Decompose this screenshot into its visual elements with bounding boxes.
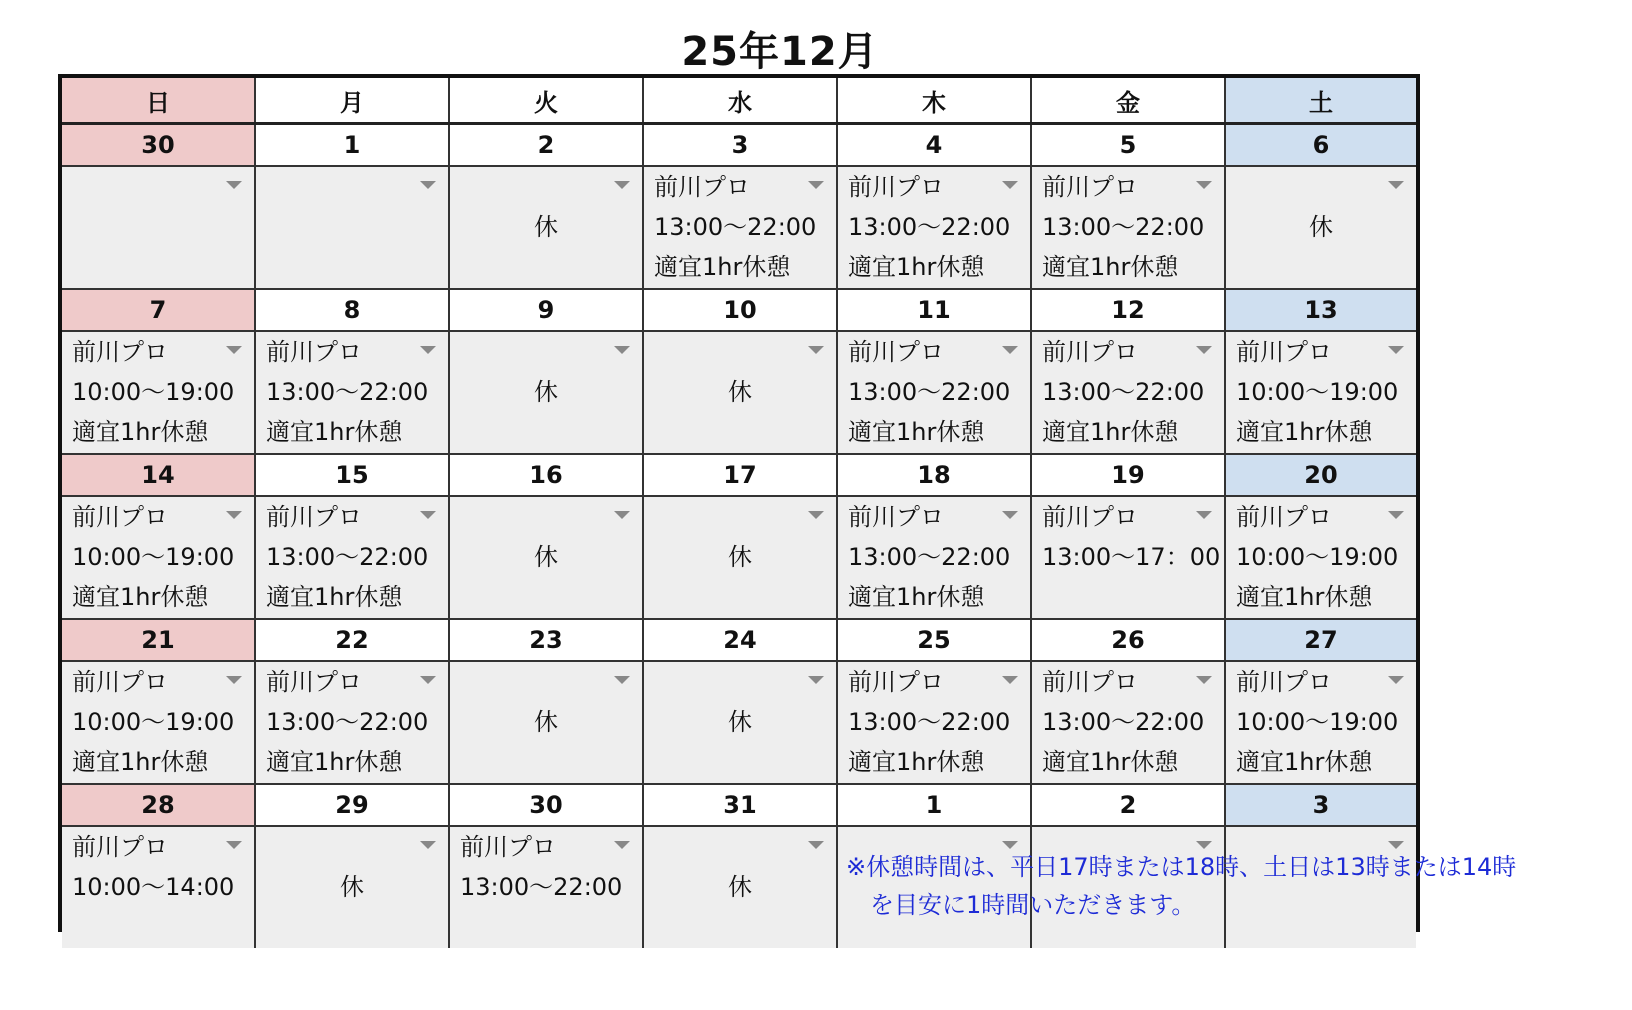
schedule-cell[interactable]: [1032, 497, 1226, 618]
instructor-name: 前川プロ: [848, 668, 944, 696]
day-off-label: 休: [534, 543, 558, 571]
day-off-label: 休: [1309, 213, 1333, 241]
break-info: 適宜1hr休憩: [848, 583, 985, 611]
schedule-cell[interactable]: [838, 167, 1032, 288]
date-cell: 15: [256, 455, 450, 495]
chevron-down-icon[interactable]: [1388, 346, 1404, 354]
time-range: 13:00〜17：00: [1042, 543, 1221, 571]
time-range: 13:00〜22:00: [1042, 708, 1205, 736]
instructor-name: 前川プロ: [1236, 503, 1332, 531]
break-info: 適宜1hr休憩: [266, 748, 403, 776]
date-cell: 23: [450, 620, 644, 660]
weekday-header: 木: [838, 78, 1032, 122]
time-range: 10:00〜19:00: [72, 708, 235, 736]
date-cell: 18: [838, 455, 1032, 495]
schedule-entry: [72, 497, 234, 617]
chevron-down-icon[interactable]: [808, 346, 824, 354]
date-cell: 27: [1226, 620, 1416, 660]
schedule-cell[interactable]: [62, 332, 256, 453]
chevron-down-icon[interactable]: [420, 511, 436, 519]
instructor-name: 前川プロ: [654, 173, 750, 201]
time-range: 10:00〜19:00: [1236, 378, 1399, 406]
instructor-name: 前川プロ: [1042, 173, 1138, 201]
time-range: 10:00〜19:00: [1236, 708, 1399, 736]
date-cell: 6: [1226, 125, 1416, 165]
chevron-down-icon[interactable]: [1388, 676, 1404, 684]
weekday-header: 金: [1032, 78, 1226, 122]
date-cell: 24: [644, 620, 838, 660]
schedule-cell[interactable]: [450, 497, 644, 618]
chevron-down-icon[interactable]: [420, 346, 436, 354]
chevron-down-icon[interactable]: [1196, 181, 1212, 189]
date-cell: 11: [838, 290, 1032, 330]
chevron-down-icon[interactable]: [420, 676, 436, 684]
schedule-cell[interactable]: [644, 167, 838, 288]
date-cell: 2: [450, 125, 644, 165]
date-cell: 20: [1226, 455, 1416, 495]
time-range: 10:00〜19:00: [72, 378, 235, 406]
date-row: [62, 620, 1416, 662]
schedule-entry: [848, 662, 1010, 782]
chevron-down-icon[interactable]: [226, 511, 242, 519]
date-cell: 31: [644, 785, 838, 825]
date-cell: 25: [838, 620, 1032, 660]
schedule-cell[interactable]: [1032, 662, 1226, 783]
date-cell: 4: [838, 125, 1032, 165]
date-cell: 13: [1226, 290, 1416, 330]
time-range: 10:00〜19:00: [1236, 543, 1399, 571]
weekday-header: 日: [62, 78, 256, 122]
day-off-label: 休: [534, 213, 558, 241]
time-range: 13:00〜22:00: [848, 213, 1011, 241]
schedule-cell[interactable]: [644, 332, 838, 453]
day-off-label: 休: [534, 378, 558, 406]
chevron-down-icon[interactable]: [808, 841, 824, 849]
chevron-down-icon[interactable]: [1002, 511, 1018, 519]
chevron-down-icon[interactable]: [226, 841, 242, 849]
schedule-entry: [266, 332, 428, 452]
schedule-entry: [72, 827, 234, 907]
date-cell: 5: [1032, 125, 1226, 165]
break-info: 適宜1hr休憩: [1236, 583, 1373, 611]
schedule-cell[interactable]: [1226, 332, 1416, 453]
instructor-name: 前川プロ: [1236, 668, 1332, 696]
break-info: 適宜1hr休憩: [1236, 748, 1373, 776]
schedule-cell[interactable]: [838, 662, 1032, 783]
schedule-entry: [266, 662, 428, 782]
date-cell: 16: [450, 455, 644, 495]
instructor-name: 前川プロ: [1042, 338, 1138, 366]
schedule-entry: [1042, 332, 1204, 452]
date-row: [62, 455, 1416, 497]
date-cell: 21: [62, 620, 256, 660]
schedule-entry: [1042, 497, 1220, 577]
chevron-down-icon[interactable]: [614, 841, 630, 849]
day-off-label: 休: [534, 708, 558, 736]
chevron-down-icon[interactable]: [226, 346, 242, 354]
weekday-header-row: [62, 78, 1416, 125]
time-range: 10:00〜19:00: [72, 543, 235, 571]
instructor-name: 前川プロ: [72, 833, 168, 861]
date-cell: 3: [1226, 785, 1416, 825]
date-cell: 14: [62, 455, 256, 495]
date-cell: 30: [450, 785, 644, 825]
weekday-header: 火: [450, 78, 644, 122]
time-range: 10:00〜14:00: [72, 873, 235, 901]
instructor-name: 前川プロ: [72, 503, 168, 531]
instructor-name: 前川プロ: [848, 503, 944, 531]
schedule-entry: [460, 827, 622, 907]
date-cell: 3: [644, 125, 838, 165]
schedule-entry: [848, 167, 1010, 287]
day-off-label: 休: [728, 543, 752, 571]
note-line-2: を目安に1時間いただきます。: [870, 891, 1196, 919]
date-cell: 1: [256, 125, 450, 165]
chevron-down-icon[interactable]: [614, 676, 630, 684]
schedule-cell[interactable]: [450, 662, 644, 783]
instructor-name: 前川プロ: [72, 338, 168, 366]
schedule-entry: [1236, 332, 1398, 452]
day-off-label: 休: [728, 708, 752, 736]
schedule-cell[interactable]: [62, 662, 256, 783]
schedule-cell[interactable]: [62, 167, 256, 288]
schedule-entry: [1236, 497, 1398, 617]
schedule-cell[interactable]: [256, 662, 450, 783]
date-cell: 26: [1032, 620, 1226, 660]
schedule-cell[interactable]: [838, 497, 1032, 618]
date-cell: 19: [1032, 455, 1226, 495]
chevron-down-icon[interactable]: [226, 181, 242, 189]
instructor-name: 前川プロ: [460, 833, 556, 861]
date-cell: 17: [644, 455, 838, 495]
weekday-header: 月: [256, 78, 450, 122]
chevron-down-icon[interactable]: [1196, 676, 1212, 684]
schedule-cell[interactable]: [644, 497, 838, 618]
schedule-cell[interactable]: [62, 827, 256, 948]
chevron-down-icon[interactable]: [614, 511, 630, 519]
break-info: 適宜1hr休憩: [1042, 748, 1179, 776]
date-cell: 29: [256, 785, 450, 825]
chevron-down-icon[interactable]: [1196, 511, 1212, 519]
instructor-name: 前川プロ: [1042, 503, 1138, 531]
break-info: 適宜1hr休憩: [72, 748, 209, 776]
time-range: 13:00〜22:00: [266, 378, 429, 406]
break-info: 適宜1hr休憩: [72, 418, 209, 446]
break-info: 適宜1hr休憩: [654, 253, 791, 281]
chevron-down-icon[interactable]: [1388, 511, 1404, 519]
date-row: [62, 125, 1416, 167]
schedule-cell[interactable]: [256, 332, 450, 453]
schedule-cell[interactable]: [450, 332, 644, 453]
weekday-header: 水: [644, 78, 838, 122]
day-off-label: 休: [340, 873, 364, 901]
date-cell: 7: [62, 290, 256, 330]
date-cell: 1: [838, 785, 1032, 825]
break-info: 適宜1hr休憩: [1042, 418, 1179, 446]
schedule-entry: [1042, 662, 1204, 782]
schedule-entry: [72, 662, 234, 782]
break-info: 適宜1hr休憩: [72, 583, 209, 611]
schedule-row: [62, 497, 1416, 620]
chevron-down-icon[interactable]: [226, 676, 242, 684]
note-line-1: ※休憩時間は、平日17時または18時、土日は13時または14時: [846, 853, 1517, 881]
schedule-cell[interactable]: [1032, 332, 1226, 453]
date-cell: 10: [644, 290, 838, 330]
chevron-down-icon[interactable]: [1002, 346, 1018, 354]
instructor-name: 前川プロ: [266, 338, 362, 366]
schedule-cell[interactable]: [62, 497, 256, 618]
date-cell: 28: [62, 785, 256, 825]
schedule-cell[interactable]: [256, 167, 450, 288]
calendar-title: 25年12月: [681, 29, 879, 75]
chevron-down-icon[interactable]: [614, 346, 630, 354]
time-range: 13:00〜22:00: [848, 543, 1011, 571]
time-range: 13:00〜22:00: [848, 708, 1011, 736]
schedule-cell[interactable]: [1032, 167, 1226, 288]
break-info: 適宜1hr休憩: [848, 748, 985, 776]
schedule-row: [62, 662, 1416, 785]
schedule-cell[interactable]: [450, 827, 644, 948]
schedule-entry: [848, 497, 1010, 617]
weekday-header: 土: [1226, 78, 1416, 122]
chevron-down-icon[interactable]: [1388, 181, 1404, 189]
time-range: 13:00〜22:00: [1042, 213, 1205, 241]
break-info: 適宜1hr休憩: [1042, 253, 1179, 281]
chevron-down-icon[interactable]: [808, 181, 824, 189]
break-info: 適宜1hr休憩: [1236, 418, 1373, 446]
instructor-name: 前川プロ: [1236, 338, 1332, 366]
time-range: 13:00〜22:00: [460, 873, 623, 901]
chevron-down-icon[interactable]: [808, 676, 824, 684]
chevron-down-icon[interactable]: [420, 841, 436, 849]
schedule-cell[interactable]: [838, 332, 1032, 453]
date-row: [62, 290, 1416, 332]
break-info: 適宜1hr休憩: [266, 418, 403, 446]
schedule-entry: [654, 167, 816, 287]
date-row: [62, 785, 1416, 827]
schedule-row: [62, 332, 1416, 455]
chevron-down-icon[interactable]: [1196, 346, 1212, 354]
break-info: 適宜1hr休憩: [266, 583, 403, 611]
day-off-label: 休: [728, 873, 752, 901]
schedule-entry: [266, 497, 428, 617]
day-off-label: 休: [728, 378, 752, 406]
time-range: 13:00〜22:00: [266, 543, 429, 571]
date-cell: 9: [450, 290, 644, 330]
break-time-note: [846, 848, 1566, 924]
schedule-cell[interactable]: [256, 497, 450, 618]
schedule-entry: [1042, 167, 1204, 287]
time-range: 13:00〜22:00: [848, 378, 1011, 406]
calendar-table: [58, 74, 1420, 932]
schedule-cell[interactable]: [1226, 662, 1416, 783]
chevron-down-icon[interactable]: [1002, 676, 1018, 684]
date-cell: 8: [256, 290, 450, 330]
schedule-cell[interactable]: [1226, 167, 1416, 288]
schedule-cell[interactable]: [644, 662, 838, 783]
schedule-entry: [1236, 662, 1398, 782]
date-cell: 12: [1032, 290, 1226, 330]
break-info: 適宜1hr休憩: [848, 253, 985, 281]
calendar-grid: [62, 78, 1416, 928]
schedule-cell[interactable]: [256, 827, 450, 948]
chevron-down-icon[interactable]: [1002, 181, 1018, 189]
date-cell: 2: [1032, 785, 1226, 825]
instructor-name: 前川プロ: [848, 338, 944, 366]
date-cell: 22: [256, 620, 450, 660]
time-range: 13:00〜22:00: [266, 708, 429, 736]
schedule-entry: [72, 332, 234, 452]
chevron-down-icon[interactable]: [420, 181, 436, 189]
schedule-cell[interactable]: [644, 827, 838, 948]
instructor-name: 前川プロ: [1042, 668, 1138, 696]
instructor-name: 前川プロ: [266, 668, 362, 696]
break-info: 適宜1hr休憩: [848, 418, 985, 446]
date-cell: 30: [62, 125, 256, 165]
chevron-down-icon[interactable]: [614, 181, 630, 189]
chevron-down-icon[interactable]: [808, 511, 824, 519]
time-range: 13:00〜22:00: [654, 213, 817, 241]
schedule-cell[interactable]: [450, 167, 644, 288]
schedule-row: [62, 167, 1416, 290]
instructor-name: 前川プロ: [72, 668, 168, 696]
time-range: 13:00〜22:00: [1042, 378, 1205, 406]
instructor-name: 前川プロ: [848, 173, 944, 201]
schedule-entry: [848, 332, 1010, 452]
schedule-cell[interactable]: [1226, 497, 1416, 618]
instructor-name: 前川プロ: [266, 503, 362, 531]
